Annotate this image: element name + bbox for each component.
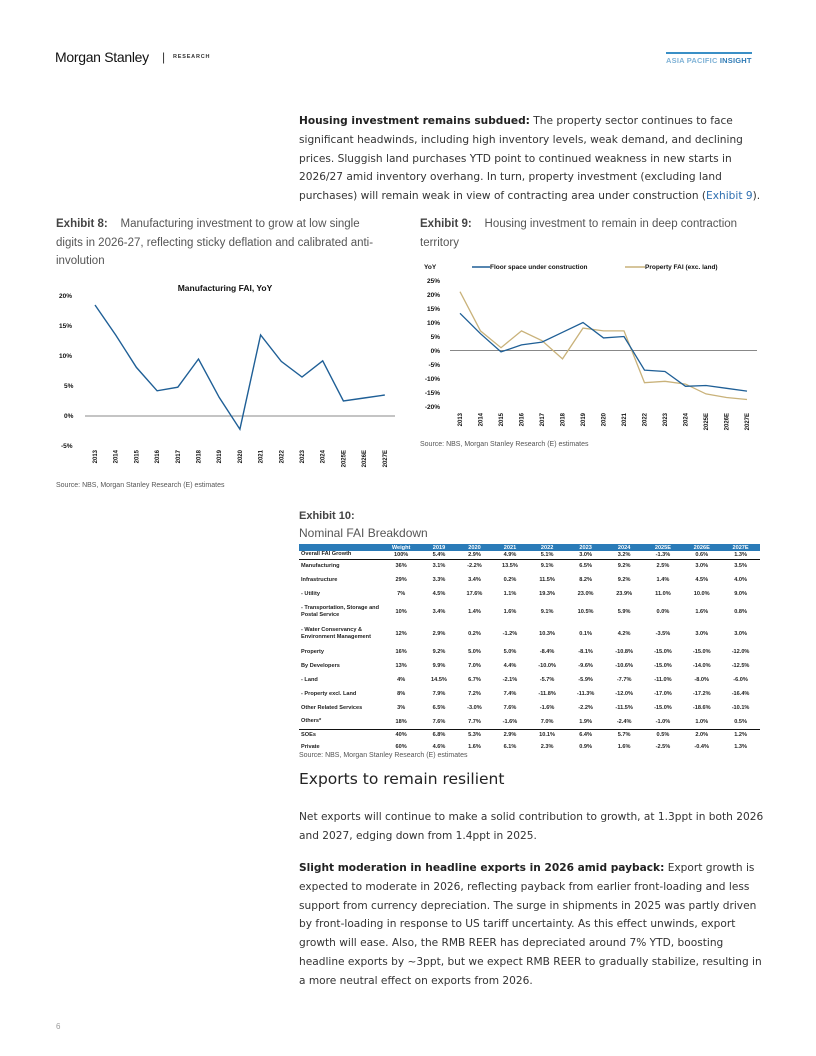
svg-text:-5%: -5%	[428, 362, 440, 369]
table-cell: 6.1%	[503, 744, 517, 750]
x-axis-tick: 2025E	[341, 450, 348, 468]
row-label: Others*	[299, 715, 381, 729]
row-label: - Property excl. Land	[301, 690, 357, 697]
row-label: Manufacturing	[301, 562, 340, 569]
x-axis-tick: 2014	[478, 413, 485, 427]
table-cell: 13%	[395, 663, 407, 669]
x-axis-tick: 2023	[300, 450, 306, 464]
table-cell: 5.7%	[617, 732, 631, 739]
column-header: 2024	[605, 544, 644, 551]
table-cell: 8.2%	[579, 577, 592, 583]
table-cell: -2.5%	[655, 744, 671, 750]
column-header: 2023	[567, 544, 605, 551]
table-cell: 3.3%	[432, 577, 446, 583]
table-cell: 7.6%	[503, 705, 517, 711]
table-cell: 4.0%	[734, 577, 747, 583]
table-cell: -11.5%	[615, 705, 633, 711]
table-cell: 5.4%	[421, 551, 456, 559]
table-cell: 10.0%	[693, 591, 710, 597]
table-cell: 10.1%	[539, 732, 556, 739]
x-axis-tick: 2025E	[704, 413, 710, 431]
x-axis-tick: 2019	[217, 450, 224, 464]
x-axis-tick: 2016	[155, 450, 162, 464]
svg-text:Property FAI (exc. land): Property FAI (exc. land)	[645, 264, 718, 271]
table-cell: 3.0%	[734, 631, 747, 637]
svg-text:15%: 15%	[59, 323, 73, 330]
table-cell: -10.8%	[615, 649, 633, 655]
table-cell: -2.1%	[502, 677, 518, 683]
table-row	[299, 673, 760, 687]
housing-lead: Housing investment remains subdued:	[299, 115, 530, 127]
table-cell: 8%	[397, 691, 406, 697]
row-label: By Developers	[301, 662, 340, 669]
table-cell: 3.4%	[432, 609, 446, 615]
column-header: 2027E	[721, 544, 760, 551]
table-header-row	[299, 544, 760, 551]
table-cell: 9.2%	[432, 649, 446, 655]
table-cell: 4.5%	[432, 591, 446, 597]
column-header: 2019	[421, 544, 456, 551]
table-cell: 9.1%	[540, 563, 554, 570]
table-cell: 0.5%	[656, 732, 670, 739]
table-cell: 3.0%	[567, 551, 605, 559]
table-cell: 1.1%	[503, 591, 517, 597]
table-cell: 2.9%	[432, 631, 446, 637]
x-axis-tick: 2014	[113, 450, 120, 464]
table-cell: -1.0%	[644, 715, 683, 729]
legend	[472, 264, 718, 271]
brand-separator: |	[162, 50, 166, 64]
table-row	[299, 559, 760, 573]
exhibit-9-source: Source: NBS, Morgan Stanley Research (E) estimates	[420, 441, 589, 448]
svg-text:-20%: -20%	[424, 404, 440, 411]
table-cell: 1.0%	[682, 715, 721, 729]
row-label: - Utility	[301, 590, 320, 597]
table-cell: -2.2%	[578, 705, 593, 711]
manufacturing-line	[95, 305, 385, 429]
table-cell: 6.7%	[468, 677, 481, 683]
exhibit-10-source: Source: NBS, Morgan Stanley Research (E) estimates	[299, 752, 468, 759]
y-axis-title: YoY	[424, 264, 437, 271]
table-cell: -12.0%	[615, 691, 633, 697]
table-row	[299, 729, 760, 741]
x-axis-tick: 2026E	[724, 413, 731, 431]
x-axis-tick: 2027E	[745, 413, 751, 431]
table-cell: 4.2%	[617, 631, 631, 637]
table-cell: -2.2%	[467, 563, 482, 570]
row-label: - Transportation, Storage and Postal Service	[301, 605, 380, 618]
exports-paragraph-2: Slight moderation in headline exports in 2026 amid payback: Export growth is expected to moderate in 2026, reflecting payback from earlier front-loading and less support from currency depreciation. The surge in shipments in 2025 was partly driven by front-loading in response to US tariff uncertainty. As this effect unwinds, export growth will ease. Also, the RMB REER has depreciated around 7% YTD, boosting headline exports by ~3ppt, but we expect RMB REER to gradually stabilize, resulting in a more neutral effect on exports from 2026.	[299, 862, 762, 987]
table-cell: 11.0%	[655, 591, 671, 597]
table-cell: -11.8%	[538, 691, 556, 697]
table-cell: 5.9%	[617, 609, 631, 615]
svg-text:5%: 5%	[430, 334, 440, 341]
x-axis-tick: 2021	[258, 450, 265, 464]
exports-paragraph-1: Net exports will continue to make a solid contribution to growth, at 1.3ppt in both 2026 and 2027, edging down from 1.4ppt in 2025.	[299, 811, 764, 842]
svg-text:0%: 0%	[64, 413, 74, 420]
table-cell: -17.2%	[692, 691, 711, 697]
brand-logo: Morgan Stanley	[55, 49, 149, 65]
table-cell: 0.1%	[579, 631, 592, 637]
table-cell: 9.2%	[617, 577, 631, 583]
x-axis-tick: 2016	[519, 413, 526, 427]
row-label: - Land	[301, 676, 318, 683]
table-cell: 0.8%	[734, 609, 747, 615]
table-cell: 5.0%	[503, 649, 517, 655]
table-cell: -15.0%	[654, 649, 672, 655]
svg-text:5%: 5%	[64, 383, 74, 390]
column-header: 2022	[528, 544, 567, 551]
table-cell: -12.0%	[731, 649, 750, 655]
row-label: Infrastructure	[301, 576, 338, 583]
table-cell: -5.7%	[539, 677, 555, 683]
table-cell: 1.3%	[734, 744, 747, 750]
table-cell: 3.0%	[695, 631, 709, 637]
table-cell: 0.0%	[656, 609, 670, 615]
row-label: Property	[301, 648, 325, 655]
table-cell: -12.5%	[731, 663, 750, 669]
x-axis-tick: 2015	[134, 450, 141, 464]
row-label: - Water Conservancy & Environment Management	[301, 627, 371, 640]
table-cell: 7.7%	[457, 715, 492, 729]
table-cell: -8.4%	[539, 649, 555, 655]
table-cell: 17.6%	[466, 591, 483, 597]
table-cell: 5.1%	[528, 551, 567, 559]
table-cell: 9.9%	[432, 663, 446, 669]
chart-title: Manufacturing FAI, YoY	[177, 283, 273, 293]
table-cell: -15.0%	[692, 649, 711, 655]
table-cell: 5.3%	[468, 732, 481, 739]
table-cell: 19.3%	[539, 591, 556, 597]
exhibit-9-title: Exhibit 9: Housing investment to remain in deep contraction territory	[420, 218, 738, 249]
x-axis-tick: 2020	[601, 413, 608, 427]
x-axis-tick: 2022	[279, 450, 286, 464]
table-cell: -1.6%	[539, 705, 555, 711]
table-cell: 29%	[395, 577, 407, 583]
table-cell: 3.0%	[695, 563, 709, 570]
table-row	[299, 701, 760, 715]
x-axis-tick: 2026E	[362, 450, 369, 468]
exhibit-8-title: Exhibit 8: Manufacturing investment to grow at low single digits in 2026-27, reflecting sticky deflation and calibrated anti-involution	[56, 218, 374, 267]
table-cell: -15.0%	[654, 663, 672, 669]
table-cell: 2.0%	[695, 732, 709, 739]
table-row	[299, 687, 760, 701]
table-cell: 4.9%	[492, 551, 527, 559]
x-axis-tick: 2024	[683, 413, 690, 427]
table-cell: 11.5%	[539, 577, 555, 583]
x-axis-tick: 2013	[93, 450, 99, 464]
x-axis-tick: 2022	[642, 413, 649, 427]
table-row	[299, 587, 760, 601]
x-axis-tick: 2023	[663, 413, 669, 427]
table-cell: -5.9%	[578, 677, 593, 683]
svg-text:10%: 10%	[59, 353, 73, 360]
table-cell: 0.9%	[579, 744, 592, 750]
table-cell: 13.5%	[502, 563, 518, 570]
page-header	[0, 0, 816, 80]
table-cell: 23.9%	[616, 591, 633, 597]
table-cell: -1.3%	[644, 551, 683, 559]
exhibit-10-title: Nominal FAI Breakdown	[299, 526, 428, 540]
table-cell: 7%	[397, 591, 406, 597]
table-cell: 18%	[381, 715, 421, 729]
x-axis-tick: 2017	[175, 450, 182, 464]
svg-text:20%: 20%	[426, 292, 440, 299]
x-axis-labels	[458, 412, 751, 430]
x-axis-tick: 2018	[196, 450, 203, 464]
table-row	[299, 645, 760, 659]
table-cell: 1.4%	[468, 609, 481, 615]
table-cell: 4.4%	[503, 663, 517, 669]
y-axis-labels	[59, 293, 74, 450]
housing-paragraph: Housing investment remains subdued: The property sector continues to face significant headwinds, including high inventory levels, weak demand, and declining prices. Sluggish land purchases YTD point to continued weakness in new starts in 2026/27 amid inventory overhang. In turn, property investment (excluding land purchases) will remain weak in view of contracting area under construction (Exhibit 9).	[299, 115, 761, 203]
table-cell: 40%	[395, 732, 407, 739]
table-cell: -6.0%	[733, 677, 748, 683]
svg-text:25%: 25%	[426, 278, 440, 285]
table-cell: 7.4%	[503, 691, 517, 697]
table-cell: 3.4%	[468, 577, 481, 583]
table-cell: -15.0%	[654, 705, 672, 711]
table-cell: 1.6%	[695, 609, 709, 615]
svg-text:15%: 15%	[426, 306, 440, 313]
table-cell: -9.6%	[578, 663, 593, 669]
table-row	[299, 601, 760, 623]
exhibit-8-source: Source: NBS, Morgan Stanley Research (E) estimates	[56, 482, 225, 489]
exhibit-9-link[interactable]: Exhibit 9	[706, 190, 753, 203]
table-cell: 1.2%	[734, 732, 747, 739]
table-cell: 1.3%	[721, 551, 760, 559]
exports-lead: Slight moderation in headline exports in 2026 amid payback:	[299, 862, 665, 874]
fai-breakdown-table	[299, 544, 760, 753]
svg-text:Floor space under construction: Floor space under construction	[490, 264, 588, 271]
x-axis-tick: 2020	[237, 450, 244, 464]
page-number: 6	[56, 1022, 61, 1031]
row-label: SOEs	[301, 731, 316, 738]
table-cell: -3.0%	[467, 705, 482, 711]
y-axis-labels	[425, 278, 440, 411]
column-header: 2025E	[644, 544, 683, 551]
table-cell: -10.1%	[731, 705, 750, 711]
table-row	[299, 573, 760, 587]
table-cell: 9.0%	[734, 591, 747, 597]
table-cell: 6.5%	[432, 705, 446, 711]
row-label: Overall FAI Growth	[299, 551, 381, 559]
housing-investment-chart	[420, 258, 765, 438]
table-cell: 2.3%	[540, 744, 554, 750]
table-cell: 9.1%	[540, 609, 554, 615]
table-row	[299, 551, 760, 559]
table-cell: -1.6%	[492, 715, 527, 729]
row-label: Other Related Services	[301, 704, 363, 711]
table-cell: 12%	[395, 631, 407, 637]
table-cell: 60%	[395, 744, 407, 750]
table-cell: 1.4%	[656, 577, 670, 583]
svg-text:-5%: -5%	[61, 443, 73, 450]
table-cell: 3.1%	[432, 563, 446, 570]
table-cell: 6.5%	[579, 563, 592, 570]
table-row	[299, 659, 760, 673]
table-cell: 3.5%	[734, 563, 747, 570]
table-cell: 0.6%	[682, 551, 721, 559]
table-cell: 5.0%	[468, 649, 481, 655]
table-cell: 14.5%	[431, 677, 447, 683]
table-cell: 6.4%	[579, 732, 592, 739]
table-cell: -11.3%	[576, 691, 595, 697]
brand-section: RESEARCH	[173, 54, 211, 60]
table-cell: 16%	[395, 649, 407, 655]
table-cell: -17.0%	[654, 691, 672, 697]
property-fai-line	[460, 292, 747, 400]
table-cell: 4.6%	[432, 744, 446, 750]
floor-space-line	[460, 313, 747, 391]
table-cell: -14.0%	[692, 663, 711, 669]
x-axis-tick: 2027E	[382, 450, 389, 468]
x-axis-tick: 2019	[581, 413, 587, 427]
table-cell: 0.2%	[468, 631, 481, 637]
row-label: Private	[301, 743, 320, 750]
x-axis-tick: 2018	[560, 413, 567, 427]
section-heading-exports: Exports to remain resilient	[299, 770, 505, 788]
table-row	[299, 623, 760, 645]
table-cell: 10%	[395, 609, 407, 615]
table-cell: 6.8%	[432, 732, 446, 739]
column-header: 2026E	[682, 544, 721, 551]
exhibit-10-label: Exhibit 10:	[299, 510, 355, 522]
x-axis-tick: 2017	[540, 413, 546, 427]
table-cell: 9.2%	[617, 563, 631, 570]
table-cell: -10.6%	[615, 663, 633, 669]
table-cell: 2.9%	[503, 732, 517, 739]
table-cell: 7.0%	[468, 663, 481, 669]
table-cell: 4.5%	[695, 577, 709, 583]
table-cell: -0.4%	[694, 744, 710, 750]
table-cell: 2.5%	[656, 563, 670, 570]
table-cell: -7.7%	[616, 677, 632, 683]
column-header: Weight	[381, 544, 421, 551]
table-cell: -2.4%	[605, 715, 644, 729]
svg-text:-15%: -15%	[424, 390, 440, 397]
column-header: 2021	[492, 544, 527, 551]
table-cell: 1.6%	[503, 609, 517, 615]
table-cell: -18.6%	[692, 705, 711, 711]
table-row	[299, 715, 760, 729]
table-cell: 100%	[381, 551, 421, 559]
x-axis-tick: 2024	[320, 450, 327, 464]
table-cell: -3.5%	[655, 631, 671, 637]
svg-text:0%: 0%	[430, 348, 440, 355]
table-cell: 3%	[397, 705, 406, 711]
table-cell: 1.6%	[617, 744, 631, 750]
table-cell: 1.9%	[567, 715, 605, 729]
table-cell: 7.9%	[432, 691, 446, 697]
table-cell: -10.0%	[538, 663, 556, 669]
table-cell: 7.6%	[421, 715, 456, 729]
series-label: ASIA PACIFIC INSIGHT	[666, 52, 752, 65]
table-cell: -8.0%	[694, 677, 710, 683]
table-cell: 36%	[395, 563, 407, 570]
table-cell: 3.2%	[605, 551, 644, 559]
svg-text:-10%: -10%	[424, 376, 440, 383]
table-cell: -8.1%	[578, 649, 593, 655]
x-axis-tick: 2015	[499, 413, 505, 427]
table-cell: -1.2%	[502, 631, 518, 637]
table-cell: 2.9%	[457, 551, 492, 559]
table-cell: 10.5%	[577, 609, 594, 615]
table-cell: 10.3%	[539, 631, 556, 637]
table-cell: 0.5%	[721, 715, 760, 729]
column-header-label	[299, 544, 381, 551]
x-axis-tick: 2021	[622, 413, 628, 427]
x-axis-labels	[93, 449, 389, 467]
table-cell: -11.0%	[654, 677, 672, 683]
table-cell: 7.2%	[468, 691, 481, 697]
column-header: 2020	[457, 544, 492, 551]
svg-text:10%: 10%	[426, 320, 440, 327]
table-cell: 1.6%	[468, 744, 481, 750]
x-axis-tick: 2013	[458, 413, 464, 427]
table-cell: 7.0%	[528, 715, 567, 729]
table-cell: -16.4%	[731, 691, 750, 697]
table-cell: 4%	[397, 677, 406, 683]
svg-text:20%: 20%	[59, 293, 73, 300]
table-cell: 0.2%	[503, 577, 517, 583]
manufacturing-fai-chart	[55, 278, 400, 478]
table-cell: 23.0%	[577, 591, 594, 597]
